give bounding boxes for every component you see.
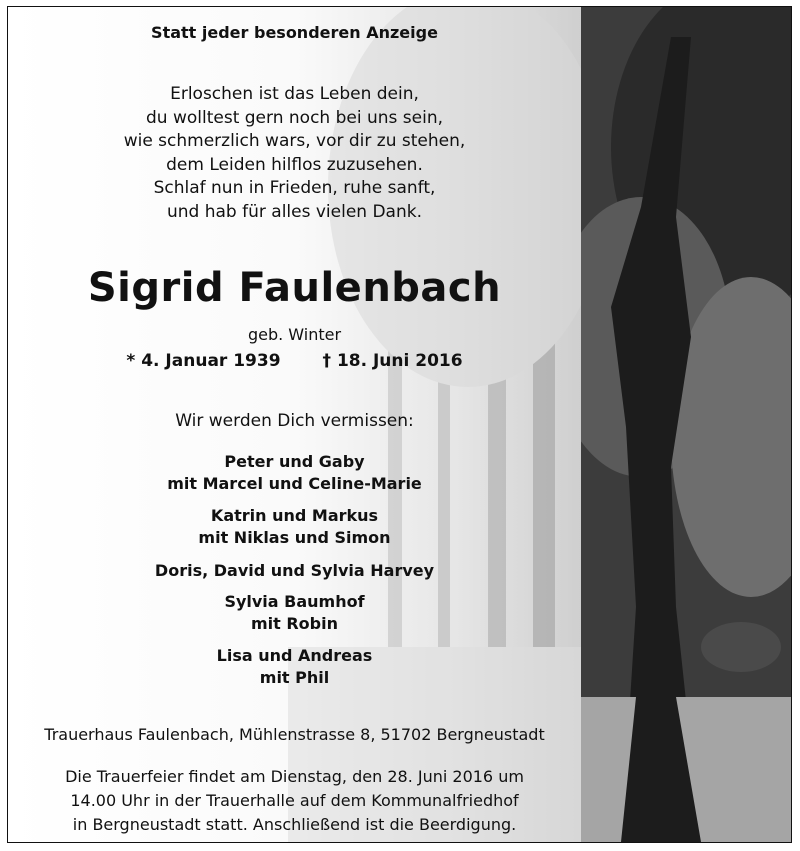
- mourner-line: mit Marcel und Celine-Marie: [167, 474, 422, 493]
- birth-date: * 4. Januar 1939: [126, 351, 281, 371]
- service-line: 14.00 Uhr in der Trauerhalle auf dem Kommunalfriedhof: [70, 791, 519, 810]
- poem-line: du wolltest gern noch bei uns sein,: [146, 107, 443, 128]
- notice-header: Statt jeder besonderen Anzeige: [151, 23, 438, 42]
- poem: [8, 83, 581, 224]
- mourner-line: mit Phil: [259, 668, 330, 687]
- mourner-line: Doris, David und Sylvia Harvey: [154, 561, 435, 580]
- poem-line: und hab für alles vielen Dank.: [167, 201, 422, 222]
- mourner-line: mit Niklas und Simon: [198, 528, 391, 547]
- obituary-notice: [7, 6, 792, 843]
- service-line: in Bergneustadt statt. Anschließend ist die Beerdigung.: [72, 815, 517, 834]
- mourner-group: [8, 645, 581, 689]
- mourner-line: Katrin und Markus: [210, 506, 379, 525]
- service-line: Die Trauerfeier findet am Dienstag, den 28. Juni 2016 um: [65, 767, 524, 786]
- mourning-house-address: Trauerhaus Faulenbach, Mühlenstrasse 8, 51702 Bergneustadt: [44, 725, 545, 744]
- text-column: [8, 7, 581, 842]
- mourner-line: Lisa und Andreas: [216, 646, 373, 665]
- mourner-group: [8, 505, 581, 549]
- poem-line: Erloschen ist das Leben dein,: [170, 84, 419, 104]
- mourners-title: Wir werden Dich vermissen:: [175, 411, 414, 431]
- life-dates: [8, 351, 581, 371]
- mourner-line: Sylvia Baumhof: [224, 592, 365, 611]
- funeral-service-info: [8, 765, 581, 837]
- tree-photo: [581, 7, 791, 842]
- poem-line: Schlaf nun in Frieden, ruhe sanft,: [153, 178, 436, 198]
- death-date: † 18. Juni 2016: [322, 351, 463, 371]
- mourner-group: [8, 560, 581, 582]
- mourner-group: [8, 591, 581, 635]
- poem-line: dem Leiden hilflos zuzusehen.: [166, 154, 423, 175]
- poem-line: wie schmerzlich wars, vor dir zu stehen,: [123, 131, 466, 151]
- maiden-name: geb. Winter: [247, 325, 342, 344]
- mourner-group: [8, 451, 581, 495]
- mourner-line: Peter und Gaby: [224, 452, 365, 471]
- deceased-name: Sigrid Faulenbach: [87, 265, 502, 311]
- mourner-line: mit Robin: [250, 614, 338, 633]
